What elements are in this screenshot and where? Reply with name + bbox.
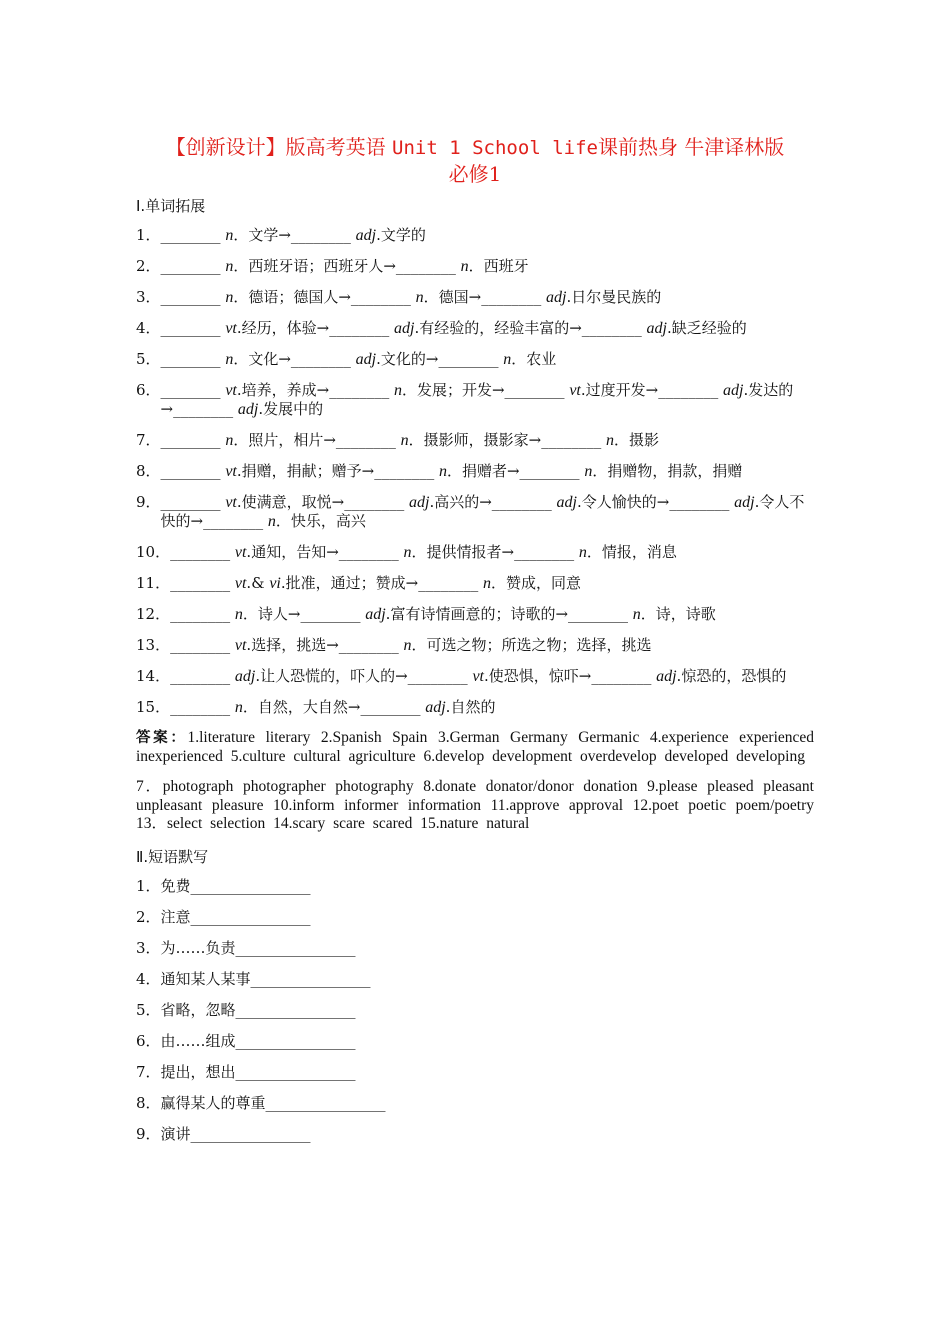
vocab-item <box>136 381 814 419</box>
answer-block-1 <box>136 729 814 766</box>
vocab-item <box>136 667 814 686</box>
answer-text-1: 1.literature literary 2.Spanish Spain 3.German Germany Germanic 4.experience experienced inexperienced 5.culture cultural agriculture 6.develop development overdevelop developed developing <box>136 729 815 765</box>
section2-heading: Ⅱ.短语默写 <box>136 847 209 866</box>
vocab-item <box>136 288 814 307</box>
vocab-item <box>136 605 814 624</box>
phrase-item: 5．省略，忽略________________ <box>136 1000 356 1019</box>
item-text: ________ vt.经历，体验→________ adj.有经验的，经验丰富的→________ adj.缺乏经验的 <box>160 319 747 337</box>
item-number: 6． <box>136 381 161 399</box>
vocab-list <box>136 226 814 717</box>
item-text: ________ vt.& vi.批准，通过；赞成→________ n．赞成，同意 <box>170 574 581 592</box>
item-text: ________ n．自然，大自然→________ adj.自然的 <box>170 698 496 716</box>
item-number: 14． <box>136 667 171 685</box>
vocab-item <box>136 636 814 655</box>
phrase-item: 3．为……负责________________ <box>136 938 356 957</box>
item-number: 1． <box>136 226 161 244</box>
item-text: ________ n．诗人→________ adj.富有诗情画意的；诗歌的→________ n．诗，诗歌 <box>170 605 716 623</box>
vocab-item <box>136 574 814 593</box>
item-number: 13． <box>136 636 171 654</box>
item-number: 15． <box>136 698 171 716</box>
item-text: ________ n．西班牙语；西班牙人→________ n．西班牙 <box>160 257 529 275</box>
item-text: ________ vt.选择，挑选→________ n．可选之物；所选之物；选择，挑选 <box>170 636 652 654</box>
vocab-item <box>136 350 814 369</box>
vocab-item <box>136 319 814 338</box>
item-text: ________ vt.使满意，取悦→________ adj.高兴的→________ adj.令人愉快的→________ adj.令人不快的→________ n．快乐，高兴 <box>160 493 805 530</box>
item-number: 2． <box>136 257 161 275</box>
answer-text-2: 7．photograph photographer photography 8.donate donator/donor donation 9.please pleased pleasant unpleasant pleasure 10.inform informer information 11.approve approval 12.poet poetic poem/poetry 13．select selection 14.scary scare scared 15.nature natural <box>136 778 814 832</box>
title-part1: 【创新设计】版高考英语 <box>165 135 393 159</box>
phrase-item: 8．赢得某人的尊重________________ <box>136 1093 386 1112</box>
phrase-item: 9．演讲________________ <box>136 1124 311 1143</box>
title-unit: Unit 1 School life <box>392 137 598 159</box>
document-page <box>136 134 814 1156</box>
phrase-item: 1．免费________________ <box>136 876 311 895</box>
item-number: 10． <box>136 543 171 561</box>
vocab-item <box>136 431 814 450</box>
section1-heading: Ⅰ.单词拓展 <box>136 197 206 215</box>
item-number: 3． <box>136 288 161 306</box>
item-number: 4． <box>136 319 161 337</box>
vocab-item <box>136 462 814 481</box>
phrase-item: 4．通知某人某事________________ <box>136 969 371 988</box>
item-text: ________ vt.通知，告知→________ n．提供情报者→________ n．情报，消息 <box>170 543 677 561</box>
item-number: 12． <box>136 605 171 623</box>
document-title <box>136 134 814 187</box>
item-text: ________ vt.捐赠，捐献；赠予→________ n．捐赠者→________ n．捐赠物，捐款，捐赠 <box>160 462 743 480</box>
item-number: 5． <box>136 350 161 368</box>
phrase-item: 7．提出，想出________________ <box>136 1062 356 1081</box>
item-text: ________ n．照片，相片→________ n．摄影师，摄影家→________ n．摄影 <box>160 431 660 449</box>
phrase-item: 6．由……组成________________ <box>136 1031 356 1050</box>
phrase-list <box>136 877 814 1144</box>
phrase-item: 2．注意________________ <box>136 907 311 926</box>
title-line2: 必修1 <box>448 162 502 186</box>
item-number: 11． <box>136 574 171 592</box>
item-text: ________ n．文化→________ adj.文化的→________ n．农业 <box>160 350 557 368</box>
vocab-item <box>136 543 814 562</box>
answer-label: 答案： <box>136 730 188 746</box>
item-number: 7． <box>136 431 161 449</box>
item-number: 9． <box>136 493 161 511</box>
vocab-item <box>136 257 814 276</box>
item-text: ________ adj.让人恐慌的，吓人的→________ vt.使恐惧，惊吓→________ adj.惊恐的，恐惧的 <box>170 667 787 685</box>
answer-block-2 <box>136 778 814 834</box>
item-number: 8． <box>136 462 161 480</box>
vocab-item <box>136 226 814 245</box>
item-text: ________ n．德语；德国人→________ n．德国→________ adj.日尔曼民族的 <box>160 288 662 306</box>
title-part3: 课前热身 牛津译林版 <box>597 135 785 159</box>
item-text: ________ n．文学→________ adj.文学的 <box>160 226 426 244</box>
vocab-item <box>136 493 814 531</box>
item-text: ________ vt.培养，养成→________ n．发展；开发→________ vt.过度开发→________ adj.发达的→________ adj.发展中的 <box>160 381 794 418</box>
vocab-item <box>136 698 814 717</box>
